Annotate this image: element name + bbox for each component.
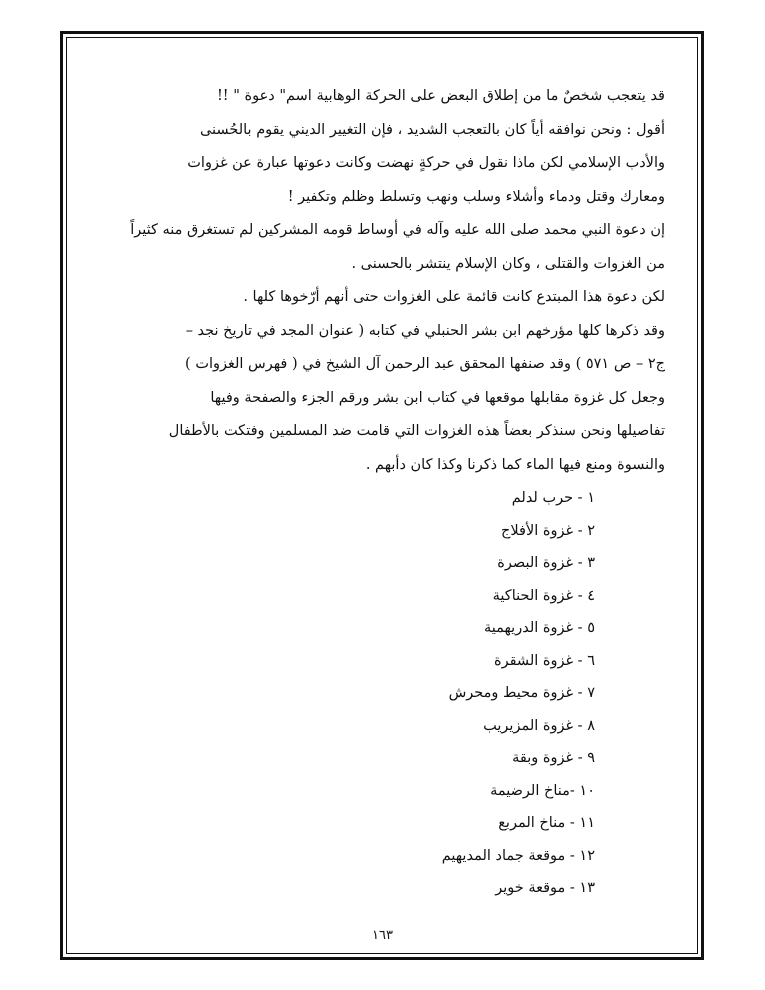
list-item: ٧ - غزوة محيط ومحرش bbox=[448, 685, 595, 701]
battles-list bbox=[90, 482, 665, 905]
text-line: وجعل كل غزوة مقابلها موقعها في كتاب ابن بشر ورقم الجزء والصفحة وفيها bbox=[210, 389, 665, 406]
text-line: تفاصيلها ونحن سنذكر بعضاً هذه الغزوات التي قامت ضد المسلمين وفتكت بالأطفال bbox=[168, 423, 665, 439]
text-line: والنسوة ومنع فيها الماء كما ذكرنا وكذا كان دأبهم . bbox=[365, 456, 665, 473]
list-item: ١٠ -مناخ الرضيمة bbox=[490, 782, 595, 799]
list-item: ٥ - غزوة الدريهمية bbox=[483, 620, 595, 636]
list-item: ١٣ - موقعة خوير bbox=[495, 880, 595, 896]
list-item: ١ - حرب لدلم bbox=[511, 490, 595, 506]
text-line: وقد ذكرها كلها مؤرخهم ابن بشر الحنبلي في كتابه ( عنوان المجد في تاريخ نجد – bbox=[185, 322, 665, 339]
list-item: ١١ - مناخ المربع bbox=[498, 815, 595, 831]
text-line: ومعارك وقتل ودماء وأشلاء وسلب ونهب وتسلط وظلم وتكفير ! bbox=[287, 188, 665, 205]
page-number: ١٦٣ bbox=[372, 928, 393, 943]
list-item: ٦ - غزوة الشقرة bbox=[493, 652, 595, 669]
list-item: ٩ - غزوة وبقة bbox=[512, 750, 595, 766]
list-item: ٣ - غزوة البصرة bbox=[497, 555, 595, 571]
list-item: ٢ - غزوة الأفلاج bbox=[501, 522, 595, 539]
list-item: ٤ - غزوة الحناكية bbox=[492, 587, 595, 604]
text-line: من الغزوات والقتلى ، وكان الإسلام ينتشر بالحسنى . bbox=[351, 255, 665, 272]
list-item: ٨ - غزوة المزيريب bbox=[483, 717, 595, 734]
text-line: ج٢ – ص ٥٧١ ) وقد صنفها المحقق عبد الرحمن آل الشيخ في ( فهرس الغزوات ) bbox=[185, 356, 665, 372]
text-line: قد يتعجب شخصٌ ما من إطلاق البعض على الحركة الوهابية اسم" دعوة " !! bbox=[216, 88, 665, 104]
text-line: إن دعوة النبي محمد صلى الله عليه وآله في أوساط قومه المشركين لم تستغرق منه كثيراً bbox=[130, 222, 665, 238]
text-line: والأدب الإسلامي لكن ماذا نقول في حركةٍ نهضت وكانت دعوتها عبارة عن غزوات bbox=[187, 155, 665, 171]
list-item: ١٢ - موقعة جماد المديهيم bbox=[441, 847, 595, 864]
page-body bbox=[90, 80, 665, 905]
text-line: أقول : ونحن نوافقه أياً كان بالتعجب الشديد ، فإن التغيير الديني يقوم بالحُسنى bbox=[199, 121, 665, 138]
text-line: لكن دعوة هذا المبتدع كانت قائمة على الغزوات حتى أنهم أرّخوها كلها . bbox=[243, 289, 665, 305]
